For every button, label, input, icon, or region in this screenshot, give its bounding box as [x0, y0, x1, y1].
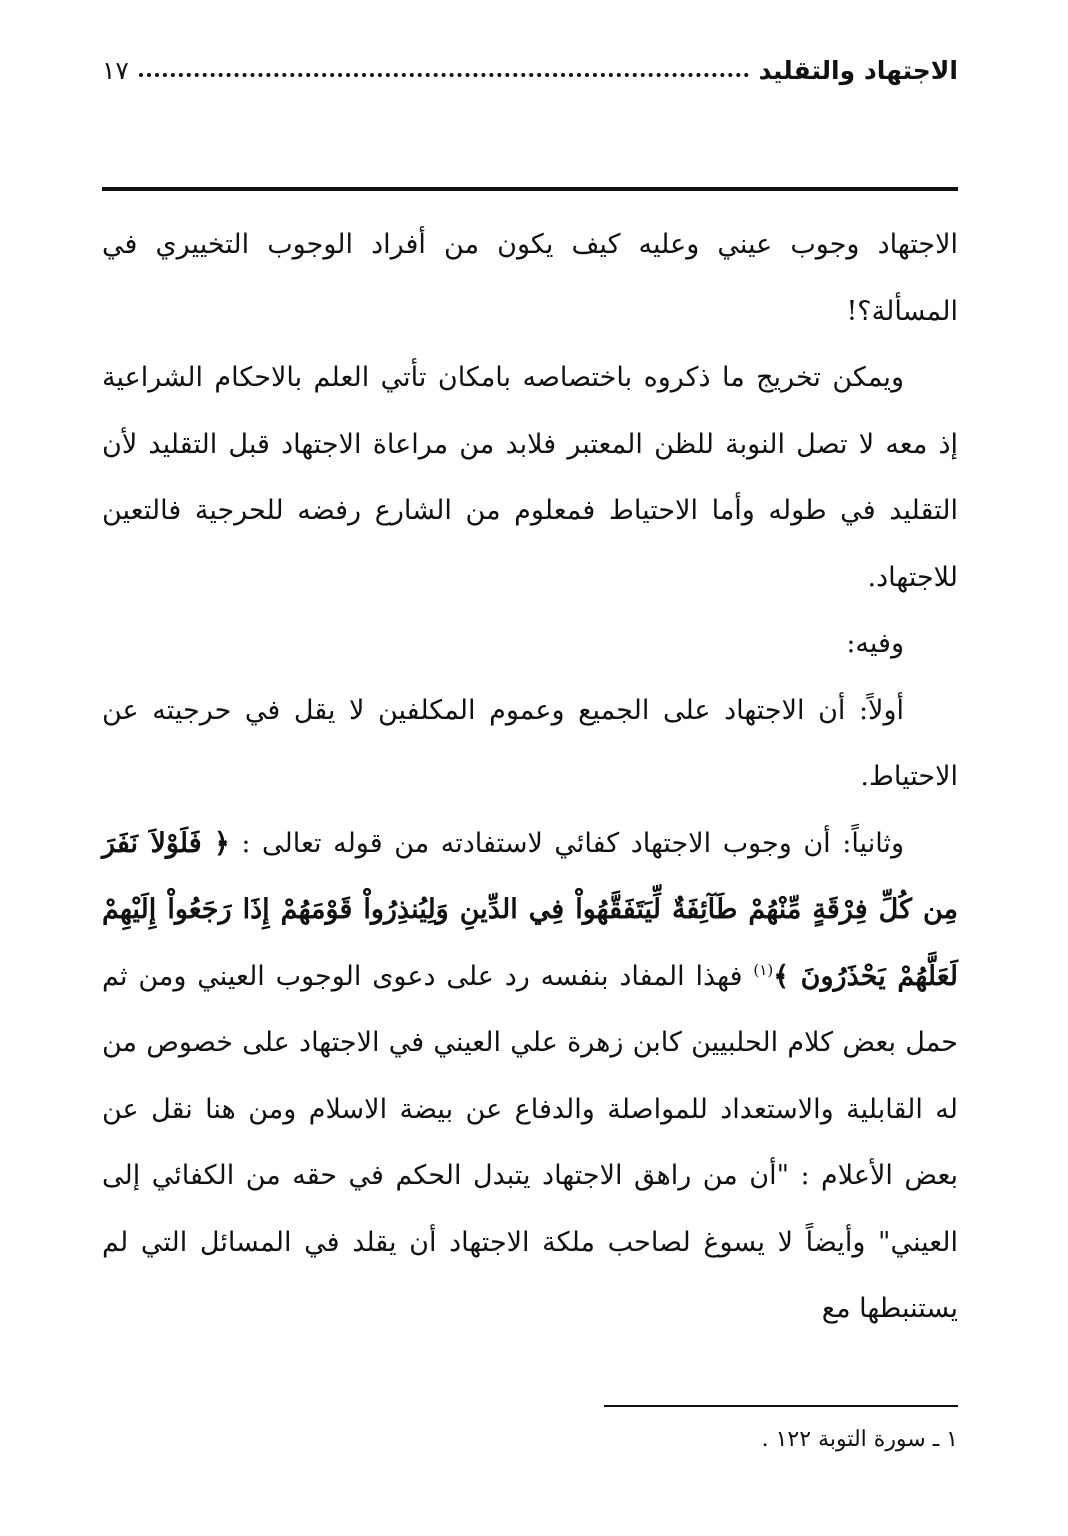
- paragraph-5-intro: وثانياً: أن وجوب الاجتهاد كفائي لاستفادته من قوله تعالى :: [241, 827, 904, 859]
- footnote-rule: [604, 1405, 958, 1407]
- header-rule: [102, 187, 958, 191]
- quran-verse: ﴿ فَلَوْلاَ نَفَرَ مِن كُلِّ فِرْقَةٍ مِّنْهُمْ طَآئِفَةٌ لِّيَتَفَقَّهُواْ فِي الدِّينِ وَلِيُنذِرُواْ قَوْمَهُمْ إِذَا رَجَعُواْ إِلَيْهِمْ لَعَلَّهُمْ يَحْذَرُونَ ﴾: [102, 827, 958, 992]
- footnote: ١ ـ سورة التوبة ١٢٢ .: [761, 1427, 958, 1452]
- paragraph-3: وفيه:: [846, 628, 904, 659]
- paragraph-2: ويمكن تخريج ما ذكروه باختصاصه بامكان تأتي العلم بالاحكام الشراعية إذ معه لا تصل النوبة للظن المعتبر فلابد من مراعاة الاجتهاد قبل التقليد لأن التقليد في طوله وأما الاحتياط فمعلوم من الشارع رفضه للحرجية فالتعين للاجتهاد.: [102, 362, 958, 593]
- paragraph-4: أولاً: أن الاجتهاد على الجميع وعموم المكلفين لا يقل في حرجيته عن الاحتياط.: [102, 694, 958, 792]
- running-header: [102, 48, 958, 92]
- paragraph-5-continuation: فهذا المفاد بنفسه رد على دعوى الوجوب العيني ومن ثم حمل بعض كلام الحلبيين كابن زهرة علي العيني في الاجتهاد على خصوص من له القابلية والاستعداد للمواصلة والدفاع عن بيضة الاسلام ومن هنا نقل عن بعض الأعلام : "أن من راهق الاجتهاد يتبدل الحكم في حقه من الكفائي إلى العيني" وأيضاً لا يسوغ لصاحب ملكة الاجتهاد أن يقلد في المسائل التي لم يستنبطها مع: [102, 960, 958, 1324]
- paragraph-5: [102, 811, 958, 1343]
- body-text: [102, 212, 958, 1343]
- dotted-leader: [139, 59, 749, 77]
- running-header-title: الاجتهاد والتقليد: [758, 55, 958, 85]
- page-number: ١٧: [102, 55, 129, 85]
- footnote-reference: (١): [753, 960, 774, 979]
- paragraph-1: الاجتهاد وجوب عيني وعليه كيف يكون من أفراد الوجوب التخييري في المسألة؟!: [102, 229, 958, 327]
